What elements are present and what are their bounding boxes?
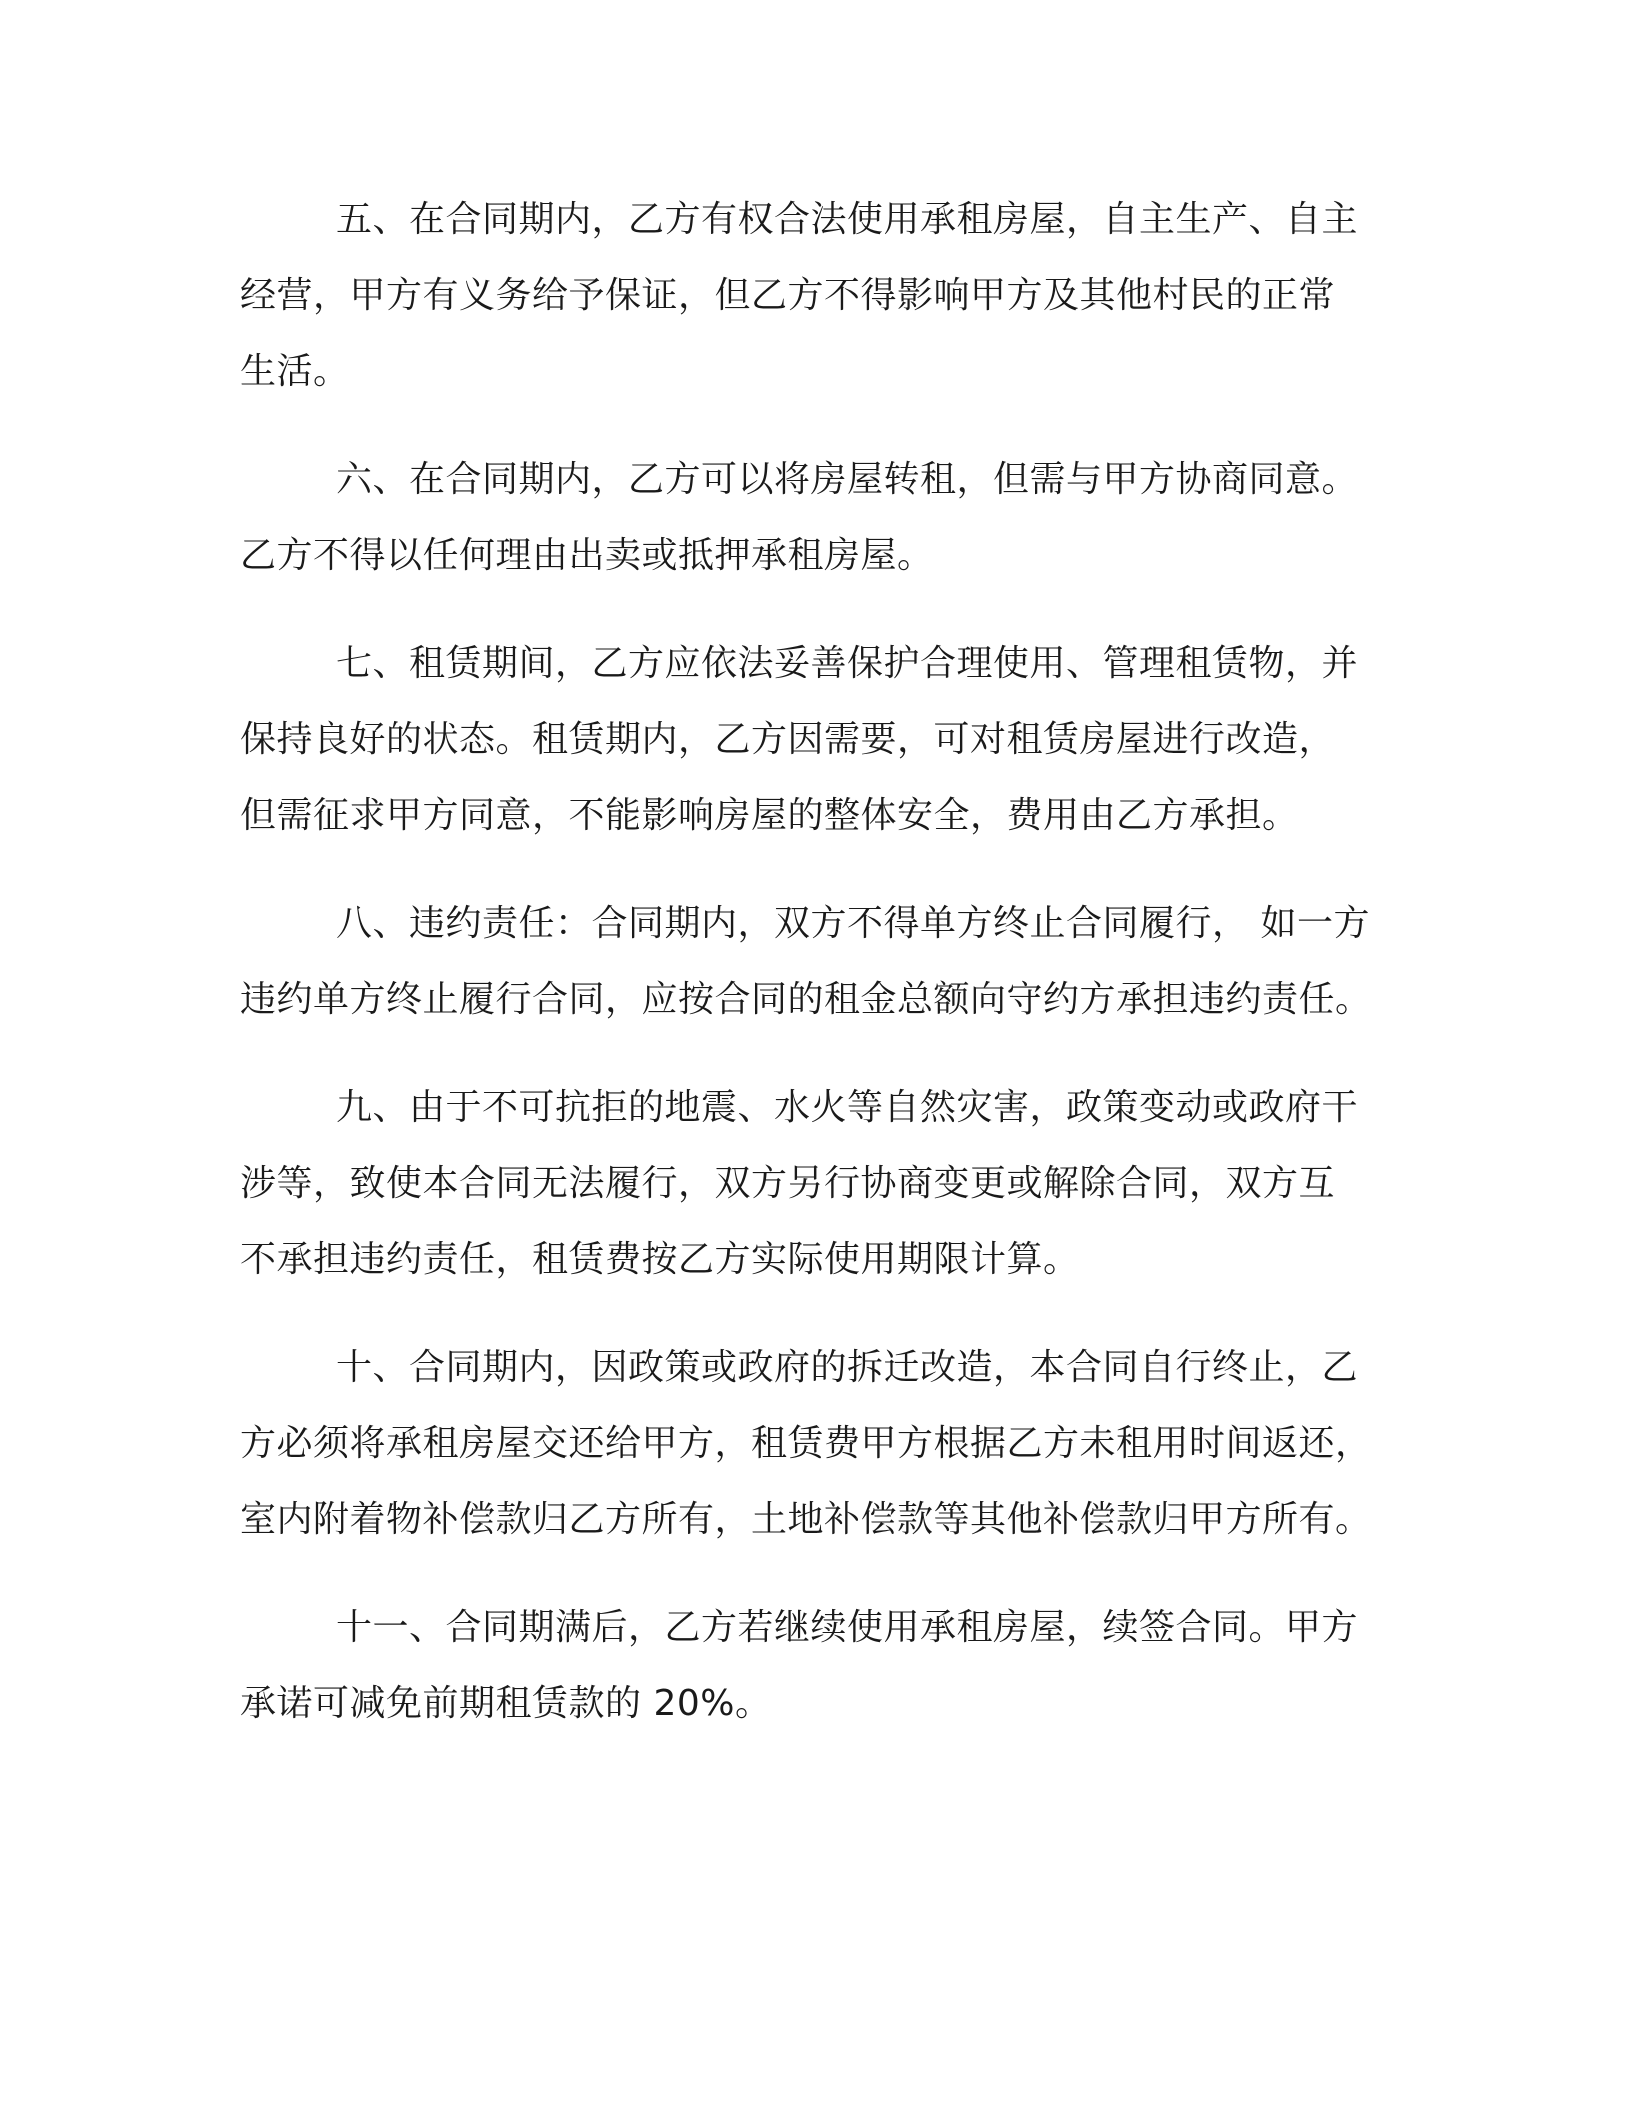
clause-line: 七、租赁期间，乙方应依法妥善保护合理使用、管理租赁物，并 [336,643,1359,684]
clause-line: 但需征求甲方同意，不能影响房屋的整体安全，费用由乙方承担。 [240,795,1299,836]
clause-line: 室内附着物补偿款归乙方所有，土地补偿款等其他补偿款归甲方所有。 [240,1499,1372,1540]
clause-line: 不承担违约责任，租赁费按乙方实际使用期限计算。 [240,1239,1080,1280]
clause-line: 九、由于不可抗拒的地震、水火等自然灾害，政策变动或政府干 [336,1087,1359,1128]
clause-line: 违约单方终止履行合同，应按合同的租金总额向守约方承担违约责任。 [240,979,1372,1020]
clause-line: 经营，甲方有义务给予保证，但乙方不得影响甲方及其他村民的正常 [240,275,1336,316]
clause-nine [240,1070,1380,1298]
clause-line: 承诺可减免前期租赁款的 20%。 [240,1683,772,1724]
clause-line: 方必须将承租房屋交还给甲方，租赁费甲方根据乙方未租用时间返还， [240,1423,1372,1464]
clause-line: 五、在合同期内，乙方有权合法使用承租房屋，自主生产、自主 [336,199,1359,240]
clause-line: 保持良好的状态。租赁期内，乙方因需要，可对租赁房屋进行改造， [240,719,1336,760]
clause-line: 六、在合同期内，乙方可以将房屋转租，但需与甲方协商同意。 [336,459,1359,500]
clause-line: 生活。 [240,351,350,392]
clause-line: 十、合同期内，因政策或政府的拆迁改造，本合同自行终止，乙 [336,1347,1359,1388]
clause-seven [240,626,1380,854]
clause-line: 十一、合同期满后，乙方若继续使用承租房屋，续签合同。甲方 [336,1607,1359,1648]
clause-ten [240,1330,1380,1558]
clause-line: 八、违约责任：合同期内，双方不得单方终止合同履行， 如一方 [336,903,1370,944]
clause-line: 涉等，致使本合同无法履行，双方另行协商变更或解除合同，双方互 [240,1163,1336,1204]
clause-eight [240,886,1380,1038]
clause-line: 乙方不得以任何理由出卖或抵押承租房屋。 [240,535,934,576]
clause-six [240,442,1380,594]
clause-five [240,182,1380,410]
clause-eleven [240,1590,1380,1742]
